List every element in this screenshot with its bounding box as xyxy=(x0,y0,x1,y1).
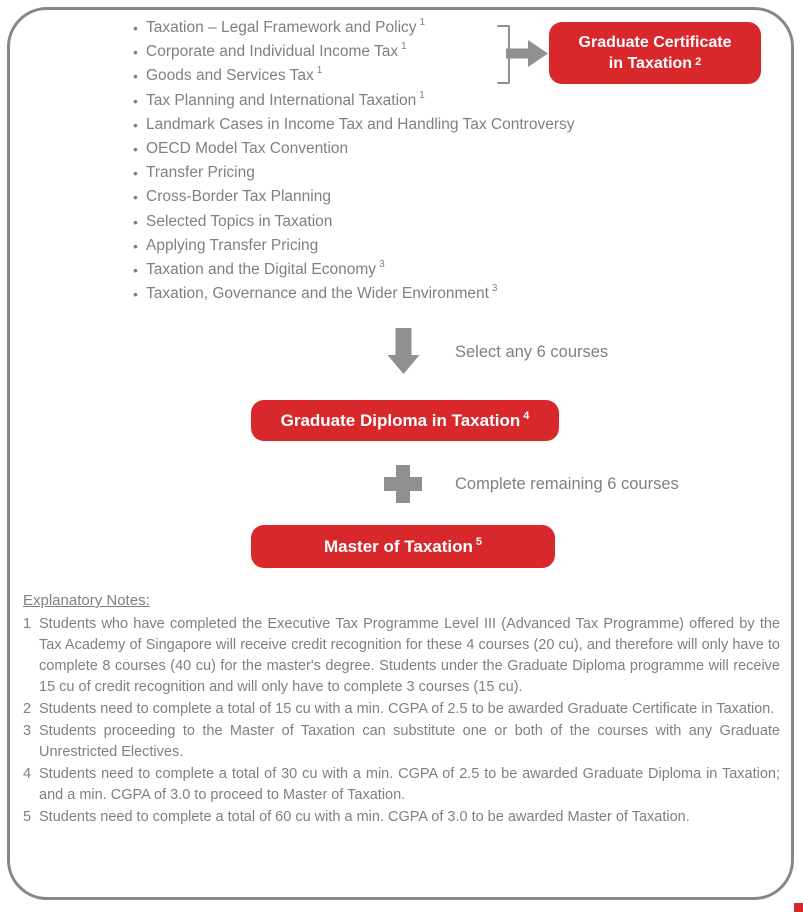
bullet-icon: • xyxy=(133,68,138,85)
bullet-icon: • xyxy=(133,92,138,109)
notes-heading: Explanatory Notes: xyxy=(23,592,150,609)
bullet-icon: • xyxy=(133,262,138,279)
list-item xyxy=(133,113,603,137)
course-label: Taxation – Legal Framework and Policy xyxy=(146,19,417,36)
note-item xyxy=(23,807,780,828)
plus-icon xyxy=(384,465,422,503)
note-number: 1 xyxy=(23,616,32,632)
diploma-box xyxy=(251,400,559,441)
certificate-line2: in Taxation xyxy=(608,55,693,72)
list-item xyxy=(133,16,603,40)
master-label: Master of Taxation xyxy=(323,536,473,556)
bullet-icon: • xyxy=(133,165,138,182)
course-label: Landmark Cases in Income Tax and Handling Tax Controversy xyxy=(146,115,575,133)
bullet-icon: • xyxy=(133,189,138,206)
bullet-icon: • xyxy=(133,141,138,158)
footnote-ref: 4 xyxy=(523,409,530,422)
list-item xyxy=(133,185,603,209)
footnote-ref: 1 xyxy=(419,89,425,101)
course-label: OECD Model Tax Convention xyxy=(146,140,349,158)
bullet-icon: • xyxy=(133,237,138,254)
note-number: 2 xyxy=(23,701,32,717)
footnote-ref: 1 xyxy=(316,65,323,77)
footnote-ref: 1 xyxy=(401,41,407,53)
course-label: Applying Transfer Pricing xyxy=(146,236,319,254)
course-label: Taxation and the Digital Economy xyxy=(146,261,377,279)
list-item xyxy=(133,137,603,161)
note-item xyxy=(23,764,780,806)
course-label: Corporate and Individual Income Tax xyxy=(146,43,399,61)
list-item xyxy=(133,234,603,258)
select-courses-label: Select any 6 courses xyxy=(455,343,609,361)
footnote-ref: 2 xyxy=(695,56,702,68)
course-label: Transfer Pricing xyxy=(146,164,255,182)
bullet-icon: • xyxy=(133,116,138,133)
note-text: Students who have completed the Executive Tax Programme Level III (Advanced Tax Programme) offered by the Tax Academy of Singapore will receive credit recognition for these 4 courses (20 cu), and therefore will only have to complete 8 courses (40 cu) for the master's degree. Students under the Graduate Diploma programme will receive 15 cu of credit recognition and will only have to complete 3 courses (15 cu). xyxy=(39,616,780,695)
course-label: Selected Topics in Taxation xyxy=(146,212,333,230)
bullet-icon: • xyxy=(133,286,138,303)
course-label: Goods and Services Tax xyxy=(146,67,314,85)
footnote-ref: 5 xyxy=(475,535,483,548)
page-corner-artifact xyxy=(794,903,803,912)
note-text: Students need to complete a total of 60 cu with a min. CGPA of 3.0 to be awarded Master of Taxation. xyxy=(39,809,690,825)
note-item xyxy=(23,614,780,698)
certificate-line1: Graduate Certificate xyxy=(578,34,732,51)
note-number: 4 xyxy=(23,766,32,782)
note-text: Students proceeding to the Master of Taxation can substitute one or both of the courses with any Graduate Unrestricted Electives. xyxy=(39,723,780,760)
right-arrow-icon xyxy=(506,40,550,67)
bullet-icon: • xyxy=(133,213,138,230)
list-item xyxy=(133,282,603,306)
list-item xyxy=(133,89,603,113)
diploma-label: Graduate Diploma in Taxation xyxy=(280,410,521,430)
note-item xyxy=(23,721,780,763)
explanatory-notes xyxy=(23,592,780,829)
footnote-ref: 1 xyxy=(419,17,426,28)
list-item xyxy=(133,161,603,185)
down-arrow-icon xyxy=(387,328,420,375)
note-item xyxy=(23,699,780,720)
footnote-ref: 3 xyxy=(379,259,385,271)
certificate-box xyxy=(549,22,761,84)
complete-courses-label: Complete remaining 6 courses xyxy=(455,475,679,493)
note-number: 3 xyxy=(23,723,32,739)
list-item xyxy=(133,64,603,88)
course-label: Taxation, Governance and the Wider Environment xyxy=(146,285,489,303)
note-text: Students need to complete a total of 30 cu with a min. CGPA of 2.5 to be awarded Graduate Diploma in Taxation; and a min. CGPA of 3.0 to proceed to Master of Taxation. xyxy=(39,766,780,803)
list-item xyxy=(133,210,603,234)
course-label: Cross-Border Tax Planning xyxy=(146,188,331,206)
note-number: 5 xyxy=(23,809,32,825)
master-box xyxy=(251,525,555,568)
footnote-ref: 3 xyxy=(491,283,498,295)
bullet-icon: • xyxy=(133,20,138,36)
note-text: Students need to complete a total of 15 cu with a min. CGPA of 2.5 to be awarded Graduate Certificate in Taxation. xyxy=(39,701,775,717)
list-item xyxy=(133,258,603,282)
bullet-icon: • xyxy=(133,44,138,61)
course-label: Tax Planning and International Taxation xyxy=(146,91,417,109)
